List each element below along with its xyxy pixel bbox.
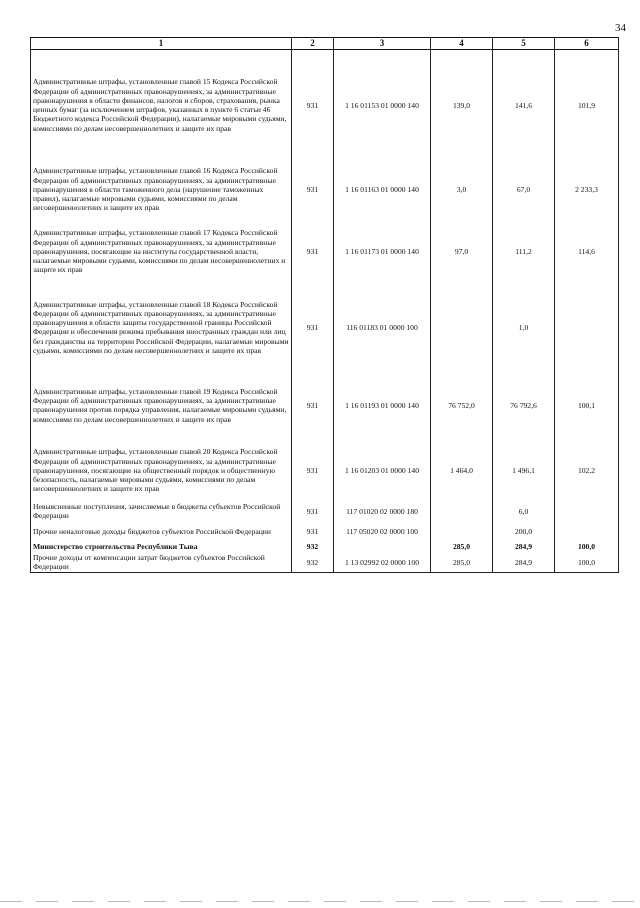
value-col5: 1,0 — [493, 284, 555, 370]
admin-code: 932 — [292, 552, 334, 572]
value-col6 — [555, 500, 619, 522]
value-col4: 3,0 — [431, 160, 493, 218]
value-col4: 139,0 — [431, 49, 493, 160]
table-row — [31, 552, 619, 572]
column-header-6: 6 — [555, 38, 619, 50]
value-col4: 97,0 — [431, 218, 493, 284]
table-row-ministry — [31, 541, 619, 552]
column-header-4: 4 — [431, 38, 493, 50]
column-header-2: 2 — [292, 38, 334, 50]
value-col6: 2 233,3 — [555, 160, 619, 218]
table-row — [31, 370, 619, 440]
admin-code: 931 — [292, 160, 334, 218]
revenue-table — [30, 37, 619, 573]
classification-code: 1 16 01153 01 0000 140 — [334, 49, 431, 160]
revenue-name: Административные штрафы, установленные главой 17 Кодекса Российской Федерации об административных правонарушениях, за административные правонарушения, посягающие на институты государственной власти, налагаемые мировыми судьями, комиссиями по делам несовершеннолетних и защите их прав — [31, 218, 292, 284]
value-col5: 6,0 — [493, 500, 555, 522]
column-header-5: 5 — [493, 38, 555, 50]
value-col5: 284,9 — [493, 541, 555, 552]
page-number: 34 — [615, 22, 626, 34]
table-row — [31, 218, 619, 284]
value-col5: 67,0 — [493, 160, 555, 218]
revenue-name: Прочие доходы от компенсации затрат бюджетов субъектов Российской Федерации — [31, 552, 292, 572]
classification-code: 116 01183 01 0000 100 — [334, 284, 431, 370]
admin-code: 931 — [292, 440, 334, 500]
value-col4: 285,0 — [431, 552, 493, 572]
value-col5: 200,0 — [493, 522, 555, 541]
column-header-3: 3 — [334, 38, 431, 50]
revenue-name: Прочие неналоговые доходы бюджетов субъектов Российской Федерации — [31, 522, 292, 541]
classification-code — [334, 541, 431, 552]
value-col5: 111,2 — [493, 218, 555, 284]
value-col6: 114,6 — [555, 218, 619, 284]
classification-code: 1 16 01193 01 0000 140 — [334, 370, 431, 440]
value-col4 — [431, 522, 493, 541]
value-col6 — [555, 522, 619, 541]
admin-code: 931 — [292, 370, 334, 440]
table-row — [31, 284, 619, 370]
revenue-name: Административные штрафы, установленные главой 18 Кодекса Российской Федерации об административных правонарушениях, за административные правонарушения в области защиты государственной границы Российской Федерации и обеспечения режима пребывания иностранных граждан или лиц без гражданства на территории Российской Федерации, налагаемые мировыми судьями, комиссиями по делам несовершеннолетних и защите их прав — [31, 284, 292, 370]
revenue-name: Административные штрафы, установленные главой 20 Кодекса Российской Федерации об административных правонарушениях, за административные правонарушения, посягающие на общественный порядок и общественную безопасность, налагаемые мировыми судьями, комиссиями по делам несовершеннолетних и защите их прав — [31, 440, 292, 500]
column-header-1: 1 — [31, 38, 292, 50]
value-col5: 141,6 — [493, 49, 555, 160]
table-row — [31, 49, 619, 160]
ministry-name: Министерство строительства Республики Тыва — [31, 541, 292, 552]
classification-code: 117 01020 02 0000 180 — [334, 500, 431, 522]
value-col5: 76 792,6 — [493, 370, 555, 440]
admin-code: 931 — [292, 522, 334, 541]
classification-code: 1 16 01203 01 0000 140 — [334, 440, 431, 500]
value-col4: 285,0 — [431, 541, 493, 552]
table-row — [31, 160, 619, 218]
table-row — [31, 440, 619, 500]
value-col4 — [431, 500, 493, 522]
scan-edge-line — [0, 901, 640, 902]
table-row — [31, 522, 619, 541]
value-col4: 1 464,0 — [431, 440, 493, 500]
value-col4: 76 752,0 — [431, 370, 493, 440]
admin-code: 931 — [292, 284, 334, 370]
value-col6: 101,9 — [555, 49, 619, 160]
value-col6: 100,0 — [555, 552, 619, 572]
value-col6 — [555, 284, 619, 370]
classification-code: 1 16 01173 01 0000 140 — [334, 218, 431, 284]
classification-code: 1 16 01163 01 0000 140 — [334, 160, 431, 218]
value-col6: 100,1 — [555, 370, 619, 440]
revenue-name: Административные штрафы, установленные главой 15 Кодекса Российской Федерации об административных правонарушениях, за административные правонарушения в области финансов, налогов и сборов, страхования, рынка ценных бумаг (за исключением штрафов, указанных в пункте 6 статьи 46 Бюджетного кодекса Российской Федерации), налагаемые мировыми судьями, комиссиями по делам несовершеннолетних и защите их прав — [31, 49, 292, 160]
header-row — [31, 38, 619, 50]
value-col4 — [431, 284, 493, 370]
table-row — [31, 500, 619, 522]
revenue-name: Невыясненные поступления, зачисляемые в бюджеты субъектов Российской Федерации — [31, 500, 292, 522]
revenue-name: Административные штрафы, установленные главой 19 Кодекса Российской Федерации об административных правонарушениях, за административные правонарушения против порядка управления, налагаемые мировыми судьями, комиссиями по делам несовершеннолетних и защите их прав — [31, 370, 292, 440]
value-col6: 102,2 — [555, 440, 619, 500]
classification-code: 1 13 02992 02 0000 100 — [334, 552, 431, 572]
value-col6: 100,0 — [555, 541, 619, 552]
value-col5: 1 496,1 — [493, 440, 555, 500]
admin-code: 932 — [292, 541, 334, 552]
admin-code: 931 — [292, 218, 334, 284]
revenue-name: Административные штрафы, установленные главой 16 Кодекса Российской Федерации об административных правонарушениях, за административные правонарушения в области таможенного дела (нарушение таможенных правил), налагаемые мировыми судьями, комиссиями по делам несовершеннолетних и защите их прав — [31, 160, 292, 218]
classification-code: 117 05020 02 0000 100 — [334, 522, 431, 541]
admin-code: 931 — [292, 500, 334, 522]
admin-code: 931 — [292, 49, 334, 160]
value-col5: 284,9 — [493, 552, 555, 572]
